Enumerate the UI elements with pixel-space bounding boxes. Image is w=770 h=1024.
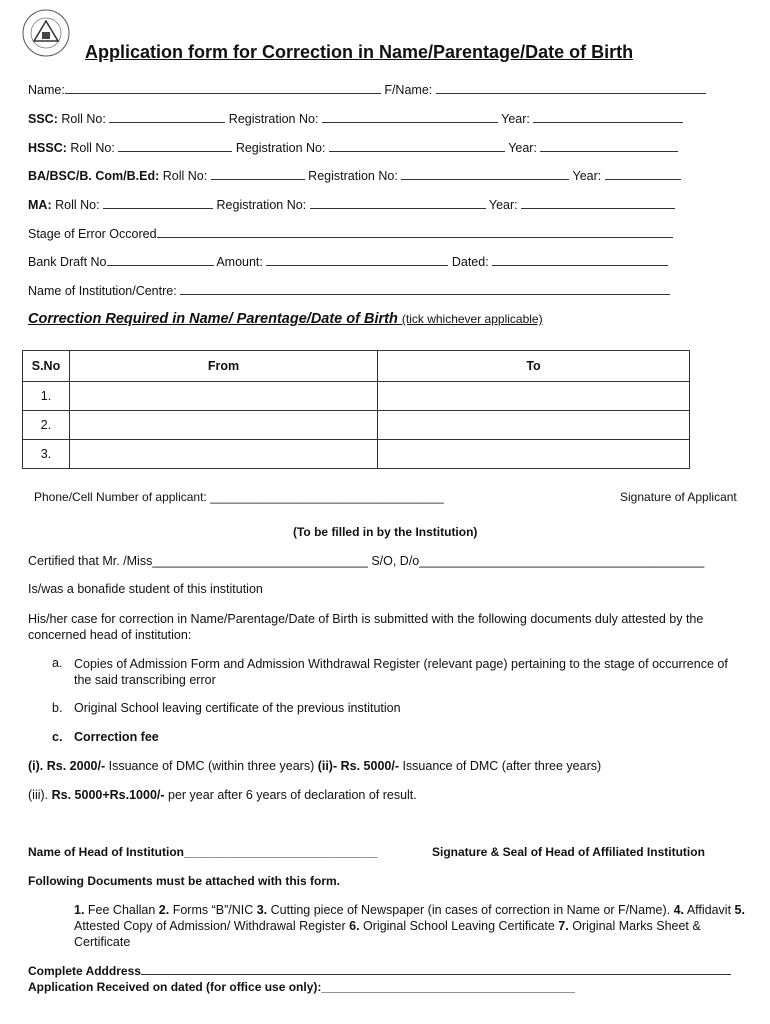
stage-field[interactable]: [157, 226, 673, 238]
to-cell[interactable]: [378, 411, 690, 440]
applicant-signature: Signature of Applicant: [620, 490, 737, 504]
phone-field[interactable]: Phone/Cell Number of applicant: ___________________________________: [34, 490, 444, 504]
ma-year-field[interactable]: [521, 197, 675, 209]
table-header-row: [23, 351, 690, 382]
row-number: 1.: [23, 382, 70, 411]
from-cell[interactable]: [70, 440, 378, 469]
complete-address-row: Complete Adddress: [28, 963, 731, 978]
ma-roll-field[interactable]: [103, 197, 213, 209]
hssc-reg-field[interactable]: [329, 140, 505, 152]
to-cell[interactable]: [378, 440, 690, 469]
ssc-row: SSC: Roll No: Registration No: Year:: [28, 111, 683, 126]
ssc-roll-field[interactable]: [109, 111, 225, 123]
ba-roll-field[interactable]: [211, 168, 305, 180]
amount-field[interactable]: [266, 254, 448, 266]
correction-heading: Correction Required in Name/ Parentage/Date of Birth (tick whichever applicable): [28, 311, 543, 327]
form-title: Application form for Correction in Name/Parentage/Date of Birth: [85, 42, 634, 62]
hssc-year-field[interactable]: [540, 140, 678, 152]
case-paragraph: His/her case for correction in Name/Parentage/Date of Birth is submitted with the following documents duly attested by the concerned head of institution:: [28, 612, 704, 642]
board-seal-logo: [18, 8, 74, 58]
bonafide-line: Is/was a bonafide student of this institution: [28, 582, 263, 596]
fee-line-2: (iii). Rs. 5000+Rs.1000/- per year after 6 years of declaration of result.: [28, 788, 417, 802]
ma-row: MA: Roll No: Registration No: Year:: [28, 197, 675, 212]
col-from: From: [70, 351, 378, 382]
fee-line-1: (i). Rs. 2000/- Issuance of DMC (within three years) (ii)- Rs. 5000/- Issuance of DMC (after three years): [28, 759, 602, 773]
row-number: 3.: [23, 440, 70, 469]
dated-field[interactable]: [492, 254, 668, 266]
from-cell[interactable]: [70, 411, 378, 440]
table-row: [23, 411, 690, 440]
name-field[interactable]: [65, 82, 381, 94]
ma-reg-field[interactable]: [310, 197, 486, 209]
ssc-reg-field[interactable]: [322, 111, 498, 123]
col-to: To: [378, 351, 690, 382]
ssc-year-field[interactable]: [533, 111, 683, 123]
item-a-label: a.: [52, 656, 63, 670]
fname-field[interactable]: [436, 82, 706, 94]
head-name-field[interactable]: Name of Head of Institution_____________________________: [28, 845, 378, 859]
table-row: [23, 440, 690, 469]
correction-table: [22, 350, 690, 469]
row-number: 2.: [23, 411, 70, 440]
institution-heading: (To be filled in by the Institution): [293, 525, 478, 539]
to-cell[interactable]: [378, 382, 690, 411]
institution-field[interactable]: [180, 283, 670, 295]
item-c-text: Correction fee: [74, 730, 159, 744]
bank-draft-field[interactable]: [107, 254, 214, 266]
hssc-row: HSSC: Roll No: Registration No: Year:: [28, 140, 678, 155]
from-cell[interactable]: [70, 382, 378, 411]
bank-draft-row: Bank Draft No Amount: Dated:: [28, 254, 668, 269]
ba-row: BA/BSC/B. Com/B.Ed: Roll No: Registration No: Year:: [28, 168, 681, 183]
hssc-roll-field[interactable]: [118, 140, 232, 152]
item-a-text: Copies of Admission Form and Admission Withdrawal Register (relevant page) pertaining to the stage of occurrence of the said transcribing error: [74, 657, 728, 687]
item-b-label: b.: [52, 701, 63, 715]
col-sno: S.No: [23, 351, 70, 382]
ba-reg-field[interactable]: [401, 168, 569, 180]
received-field[interactable]: Application Received on dated (for office use only):______________________________________: [28, 980, 575, 994]
docs-list: 1. Fee Challan 2. Forms “B”/NIC 3. Cutting piece of Newspaper (in cases of correction in Name or F/Name). 4. Affidavit 5. Attested Copy of Admission/ Withdrawal Register 6. Original School Leaving Certificate 7. Original Marks Sheet & Certificate: [74, 903, 745, 949]
table-row: [23, 382, 690, 411]
name-row: Name: F/Name:: [28, 82, 706, 97]
ba-year-field[interactable]: [605, 168, 681, 180]
docs-heading: Following Documents must be attached with this form.: [28, 874, 341, 888]
correction-note: (tick whichever applicable): [401, 312, 543, 326]
item-c-label: c.: [52, 730, 63, 744]
stage-row: Stage of Error Occored: [28, 226, 673, 241]
item-b-text: Original School leaving certificate of the previous institution: [74, 701, 401, 715]
head-signature: Signature & Seal of Head of Affiliated Institution: [432, 845, 705, 859]
address-field[interactable]: [141, 963, 731, 975]
institution-row: Name of Institution/Centre:: [28, 283, 670, 298]
certified-line[interactable]: Certified that Mr. /Miss_______________________________ S/O, D/o_________________________________________: [28, 554, 705, 568]
